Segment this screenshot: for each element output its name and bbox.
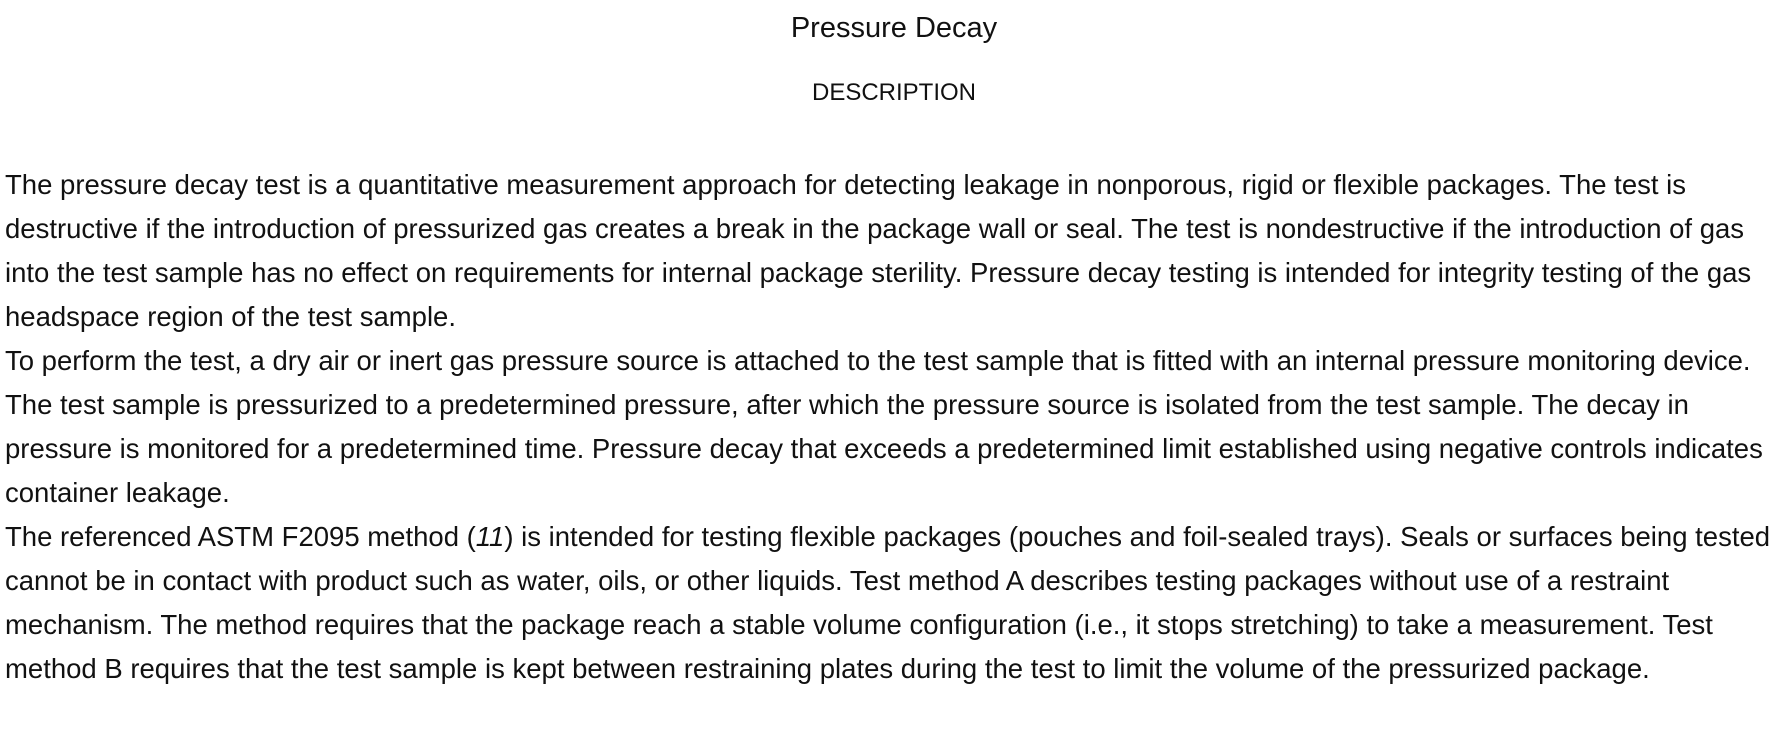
document-body [5,163,1775,691]
reference-number: 11 [475,521,505,552]
paragraph-overview: The pressure decay test is a quantitative measurement approach for detecting leakage in nonporous, rigid or flexible packages. The test is destructive if the introduction of pressurized gas creates a break in the package wall or seal. The test is nondestructive if the introduction of gas into the test sample has no effect on requirements for internal package sterility. Pressure decay testing is intended for integrity testing of the gas headspace region of the test sample. [5,169,1752,332]
paragraph-text-end: ) is intended for testing flexible packages (pouches and foil-sealed trays). Seals or surfaces being tested cannot be in contact with product such as water, oils, or other liquids. Test method A describes testing packages without use of a restraint mechanism. The method requires that the package reach a stable volume configuration (i.e., it stops stretching) to take a measurement. Test method B requires that the test sample is kept between restraining plates during the test to limit the volume of the pressurized package. [5,521,1771,684]
page-title: Pressure Decay [790,12,998,44]
paragraph-procedure: To perform the test, a dry air or inert gas pressure source is attached to the test sample that is fitted with an internal pressure monitoring device. The test sample is pressurized to a predetermined pressure, after which the pressure source is isolated from the test sample. The decay in pressure is monitored for a predetermined time. Pressure decay that exceeds a predetermined limit established using negative controls indicates container leakage. [5,345,1763,508]
paragraph-astm-method [5,515,1775,691]
paragraph-text-start: The referenced ASTM F2095 method ( [5,521,476,552]
section-heading: DESCRIPTION [811,79,976,106]
